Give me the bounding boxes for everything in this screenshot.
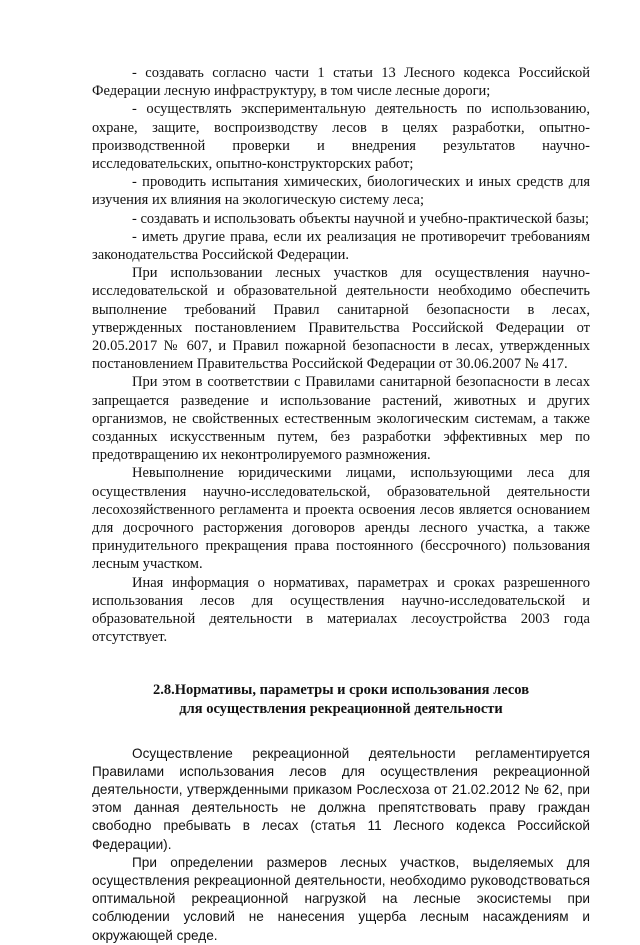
paragraph-sanitary-restrictions: При этом в соответствии с Правилами санитарной безопасности в лесах запрещается разведение и использование растений, животных и других организмов, не свойственных естественным экологическим системам, а также созданных искусственным путем, без разработки эффективных мер по предотвращению их неконтролируемого размножения.	[92, 374, 590, 464]
paragraph-safety-rules: При использовании лесных участков для осуществления научно-исследовательской и образовательной деятельности необходимо обеспечить выполнение требований Правил санитарной безопасности в лесах, утвержденных постановлением Правительства Российской Федерации от 20.05.2017 № 607, и Правил пожарной безопасности в лесах, утвержденных постановлением Правительства Российской Федерации от 30.06.2007 № 417.	[92, 265, 590, 373]
paragraph-experimental: - осуществлять экспериментальную деятельность по использованию, охране, защите, воспроизводству лесов в целях разработки, опытно-производственной проверки и внедрения результатов научно-исследовательских, опытно-конструкторских работ;	[92, 101, 590, 173]
paragraph-recreation-load: При определении размеров лесных участков, выделяемых для осуществления рекреационной деятельности, необходимо руководствоваться оптимальной рекреационной нагрузкой на лесные экосистемы при соблюдении условий не нанесения ущерба лесным насаждениям и окружающей среде.	[92, 854, 590, 943]
section-heading-line-2: для осуществления рекреационной деятельности	[179, 700, 503, 717]
document-page	[92, 64, 590, 945]
paragraph-recreation-rules: Осуществление рекреационной деятельности регламентируется Правилами использования лесов для осуществления рекреационной деятельности, утвержденными приказом Рослесхоза от 21.02.2012 № 62, при этом данная деятельность не должна препятствовать праву граждан свободно пребывать в лесах (статья 11 Лесного кодекса Российской Федерации).	[92, 745, 590, 852]
section-heading-line-1: 2.8.Нормативы, параметры и сроки использования лесов	[152, 681, 530, 698]
paragraph-other-info: Иная информация о нормативах, параметрах и сроках разрешенного использования лесов для осуществления научно-исследовательской и образовательной деятельности в материалах лесоустройства 2003 года отсутствует.	[92, 574, 590, 646]
section-heading	[92, 681, 590, 719]
paragraph-noncompliance: Невыполнение юридическими лицами, использующими леса для осуществления научно-исследовательской, образовательной деятельности лесохозяйственного регламента и проекта освоения лесов является основанием для досрочного расторжения договоров аренды лесного участка, а также принудительного прекращения права постоянного (бессрочного) пользования лесным участком.	[92, 465, 590, 573]
paragraph-testing: - проводить испытания химических, биологических и иных средств для изучения их влияния на экологическую систему леса;	[92, 174, 590, 209]
paragraph-other-rights: - иметь другие права, если их реализация не противоречит требованиям законодательства Российской Федерации.	[92, 228, 590, 264]
heading-spacer	[92, 719, 590, 745]
paragraph-scientific-base: - создавать и использовать объекты научной и учебно-практической базы;	[132, 210, 590, 227]
paragraph-infrastructure: - создавать согласно части 1 статьи 13 Лесного кодекса Российской Федерации лесную инфраструктуру, в том числе лесные дороги;	[92, 65, 590, 100]
